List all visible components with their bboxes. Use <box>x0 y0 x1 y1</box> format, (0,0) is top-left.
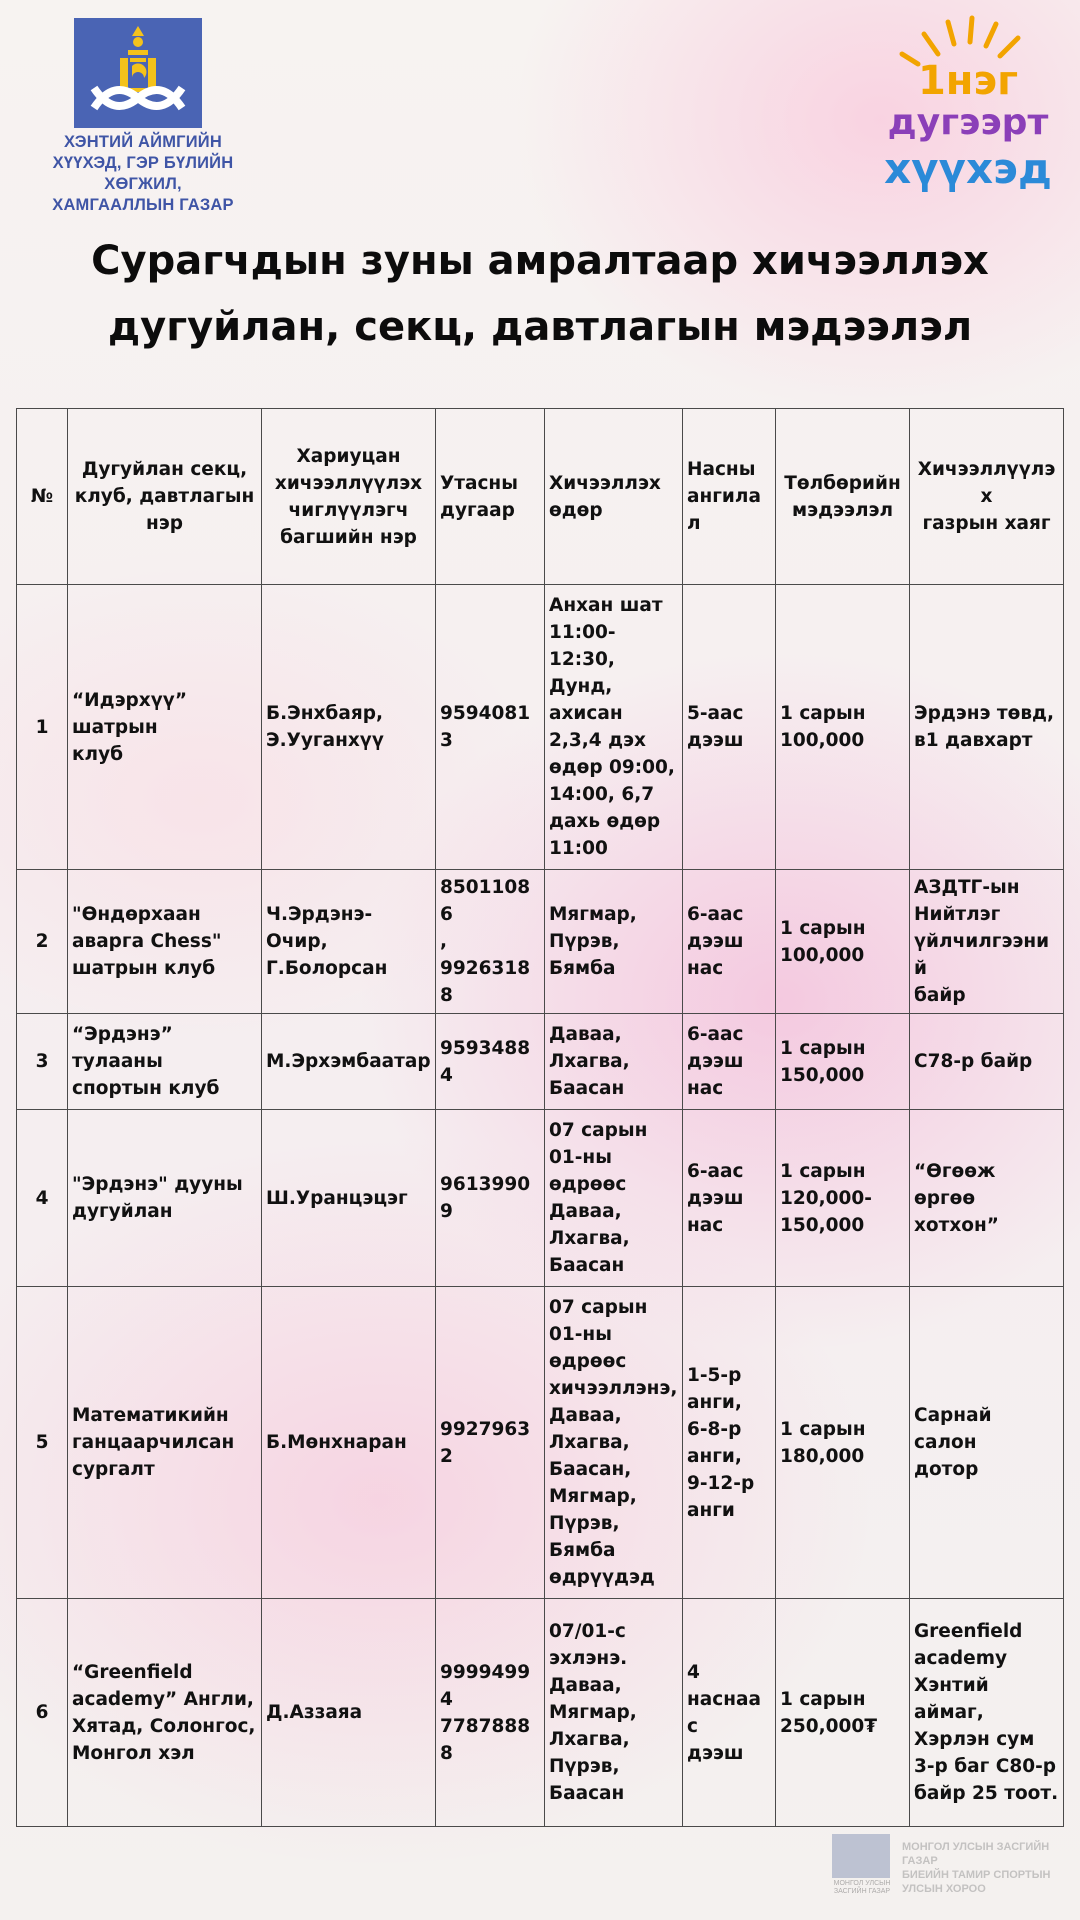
table-header-row <box>17 409 1064 585</box>
payment-info: 1 сарын 180,000 <box>776 1287 910 1599</box>
club-name: Математикийн ганцаарчилсан сургалт <box>68 1287 262 1599</box>
age-group: 6-аас дээш нас <box>683 1110 776 1287</box>
teacher-name: Д.Аззаяа <box>262 1599 436 1827</box>
soyombo-emblem-icon <box>74 18 202 128</box>
teacher-name: М.Эрхэмбаатар <box>262 1014 436 1110</box>
activities-table <box>16 408 1064 1827</box>
teacher-name: Ш.Уранцэцэг <box>262 1110 436 1287</box>
phone-number: 95934884 <box>436 1014 545 1110</box>
club-name: "Өндөрхаан аварга Chess" шатрын клуб <box>68 870 262 1014</box>
address: Greenfield academy Хэнтий аймаг, Хэрлэн сум 3-р баг С80-р байр 25 тоот. <box>910 1599 1064 1827</box>
table-row <box>17 1110 1064 1287</box>
schedule-days: Даваа, Лхагва, Баасан <box>545 1014 683 1110</box>
phone-number: 99994994 77878888 <box>436 1599 545 1827</box>
row-number: 5 <box>17 1287 68 1599</box>
watermark-big-text: МОНГОЛ УЛСЫН ЗАСГИЙН ГАЗАР БИЕИЙН ТАМИР СПОРТЫН УЛСЫН ХОРОО <box>902 1841 1051 1895</box>
header-payment: Төлбөрийн мэдээлэл <box>776 409 910 585</box>
payment-info: 1 сарын 250,000₮ <box>776 1599 910 1827</box>
teacher-name: Ч.Эрдэнэ-Очир, Г.Болорсан <box>262 870 436 1014</box>
schedule-days: 07 сарын 01-ны өдрөөс хичээллэнэ, Даваа, Лхагва, Баасан, Мягмар, Пүрэв, Бямба өдрүүдэд <box>545 1287 683 1599</box>
row-number: 2 <box>17 870 68 1014</box>
teacher-name: Б.Энхбаяр, Э.Ууганхүү <box>262 585 436 870</box>
header-days: Хичээллэх өдөр <box>545 409 683 585</box>
header-number: № <box>17 409 68 585</box>
address: С78-р байр <box>910 1014 1064 1110</box>
government-emblem-icon <box>832 1834 890 1878</box>
age-group: 1-5-р анги, 6-8-р анги, 9-12-р анги <box>683 1287 776 1599</box>
header-age: Насны ангилал <box>683 409 776 585</box>
club-name: "Эрдэнэ" дууны дугуйлан <box>68 1110 262 1287</box>
row-number: 3 <box>17 1014 68 1110</box>
table-row <box>17 1599 1064 1827</box>
club-name: “Эрдэнэ” тулааны спортын клуб <box>68 1014 262 1110</box>
payment-info: 1 сарын 100,000 <box>776 585 910 870</box>
phone-number: 95940813 <box>436 585 545 870</box>
campaign-line-3: хүүхэд <box>884 144 1052 193</box>
age-group: 6-аас дээш нас <box>683 870 776 1014</box>
teacher-name: Б.Мөнхнаран <box>262 1287 436 1599</box>
phone-number: 96139909 <box>436 1110 545 1287</box>
address: АЗДТГ-ын Нийтлэг үйлчилгээний байр <box>910 870 1064 1014</box>
campaign-logo <box>868 14 1068 204</box>
table-row <box>17 585 1064 870</box>
header-address: Хичээллүүлэх газрын хаяг <box>910 409 1064 585</box>
age-group: 6-аас дээш нас <box>683 1014 776 1110</box>
age-group: 4 наснаас дээш <box>683 1599 776 1827</box>
campaign-line-2: дугээрт <box>887 102 1049 143</box>
org-logo <box>18 18 268 216</box>
watermark-small-text: МОНГОЛ УЛСЫН ЗАСГИЙН ГАЗАР <box>833 1880 891 1895</box>
payment-info: 1 сарын 120,000- 150,000 <box>776 1110 910 1287</box>
table-row <box>17 1014 1064 1110</box>
row-number: 1 <box>17 585 68 870</box>
schedule-days: 07 сарын 01-ны өдрөөс Даваа, Лхагва, Баасан <box>545 1110 683 1287</box>
table-row <box>17 870 1064 1014</box>
payment-info: 1 сарын 150,000 <box>776 1014 910 1110</box>
row-number: 4 <box>17 1110 68 1287</box>
payment-info: 1 сарын 100,000 <box>776 870 910 1014</box>
phone-number: 85011086 , 99263188 <box>436 870 545 1014</box>
club-name: “Greenfield academy” Англи, Хятад, Солонгос, Монгол хэл <box>68 1599 262 1827</box>
row-number: 6 <box>17 1599 68 1827</box>
header-club-name: Дугуйлан секц, клуб, давтлагын нэр <box>68 409 262 585</box>
page-title: Сурагчдын зуны амралтаар хичээллэх дугуйлан, секц, давтлагын мэдээлэл <box>91 238 989 350</box>
age-group: 5-аас дээш <box>683 585 776 870</box>
table-row <box>17 1287 1064 1599</box>
address: “Өгөөж өргөө хотхон” <box>910 1110 1064 1287</box>
sports-committee-watermark <box>830 1834 1080 1896</box>
schedule-days: Мягмар, Пүрэв, Бямба <box>545 870 683 1014</box>
org-name: ХЭНТИЙ АЙМГИЙН ХҮҮХЭД, ГЭР БҮЛИЙН ХӨГЖИЛ, ХАМГААЛЛЫН ГАЗАР <box>52 133 234 214</box>
address: Эрдэнэ төвд, в1 давхарт <box>910 585 1064 870</box>
schedule-days: Анхан шат 11:00- 12:30, Дунд, ахисан 2,3,4 дэх өдөр 09:00, 14:00, 6,7 дахь өдөр 11:00 <box>545 585 683 870</box>
header-phone: Утасны дугаар <box>436 409 545 585</box>
club-name: “Идэрхүү” шатрын клуб <box>68 585 262 870</box>
schedule-days: 07/01-с эхлэнэ. Даваа, Мягмар, Лхагва, Пүрэв, Баасан <box>545 1599 683 1827</box>
campaign-line-1: 1нэг <box>917 58 1019 104</box>
address: Сарнай салон дотор <box>910 1287 1064 1599</box>
phone-number: 99279632 <box>436 1287 545 1599</box>
header-teacher: Хариуцан хичээллүүлэх чиглүүлэгч багшийн нэр <box>262 409 436 585</box>
